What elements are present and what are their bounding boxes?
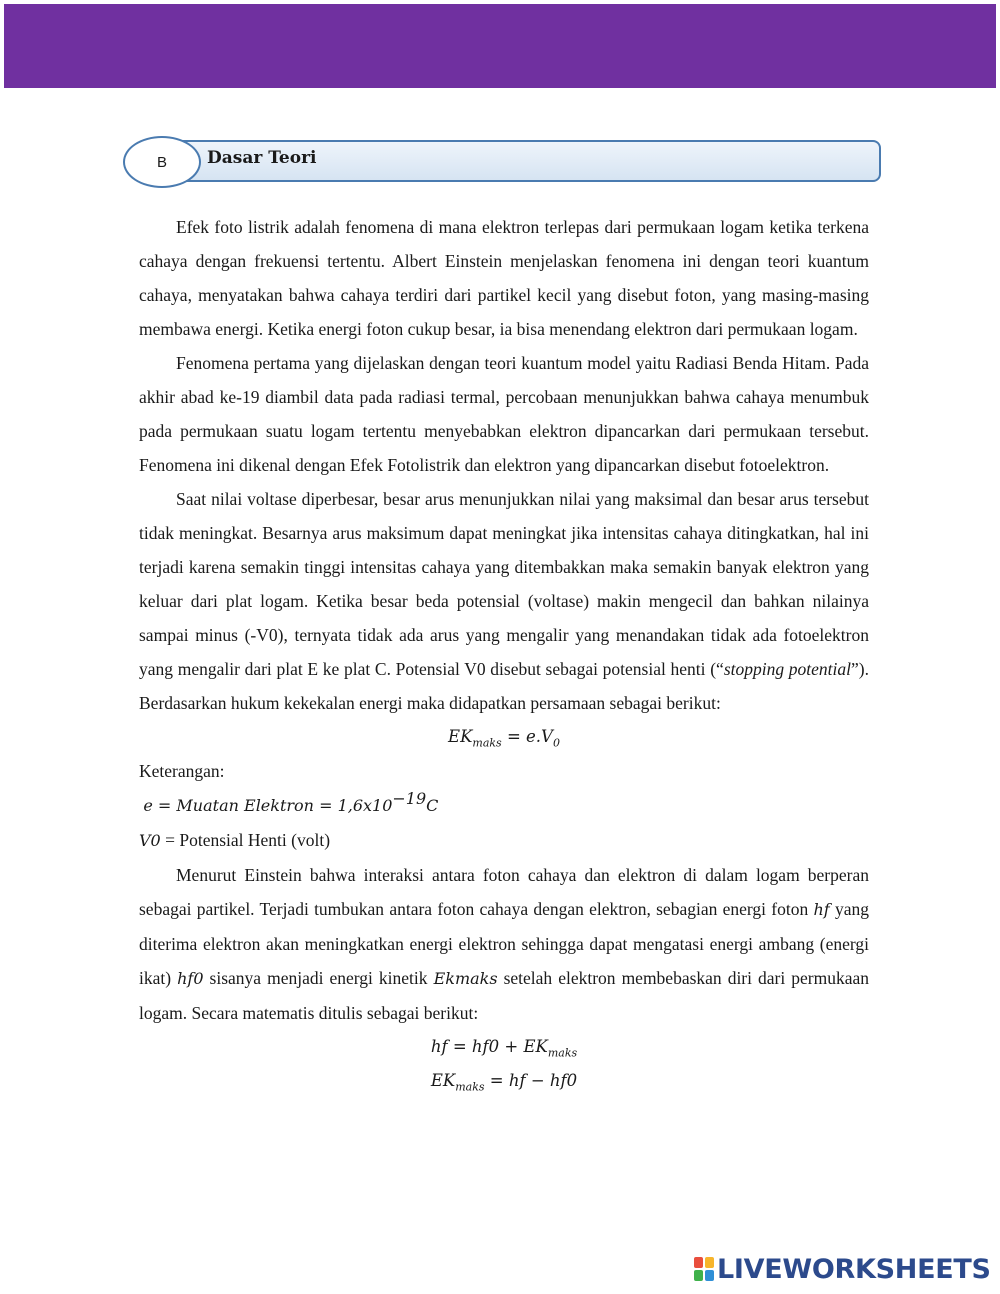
liveworksheets-logo-text: LIVEWORKSHEETS <box>717 1253 991 1285</box>
paragraph-3 <box>139 482 869 720</box>
section-letter-badge: B <box>123 136 201 188</box>
top-banner <box>4 4 996 88</box>
section-title: Dasar Teori <box>207 148 317 168</box>
equation-einstein: hf = $hf0 + EK_{maks}$ <box>430 1037 578 1060</box>
stopping-potential-term: stopping potential <box>723 659 852 679</box>
liveworksheets-logo-icon <box>694 1257 714 1281</box>
keterangan-label: Keterangan: <box>139 761 225 781</box>
paragraph-3-text-end: ”). Berdasarkan hukum kekekalan energi maka didapatkan persamaan sebagai berikut: <box>139 659 869 713</box>
paragraph-3-text: Saat nilai voltase diperbesar, besar arus menunjukkan nilai yang maksimal dan besar arus tersebut tidak meningkat. Besarnya arus maksimum dapat meningkat jika intensitas cahaya ditingkatkan, hal ini terjadi karena semakin tinggi intensitas cahaya yang ditembakkan maka semakin banyak elektron yang keluar dari plat logam. Ketika besar beda potensial (voltase) makin mengecil dan bahkan nilainya sampai minus (-V0), ternyata tidak ada arus yang mengalir yang menandakan tidak ada fotoelektron yang mengalir dari plat E ke plat C. Potensial V0 disebut sebagai potensial henti (“ <box>139 489 869 679</box>
equation-kinetic-energy: $EK_{maks} = e.V_0$ <box>448 727 560 750</box>
document-body <box>139 210 869 1098</box>
paragraph-1: Efek foto listrik adalah fenomena di mana elektron terlepas dari permukaan logam ketika terkena cahaya dengan frekuensi tertentu. Albert Einstein menjelaskan fenomena ini dengan teori kuantum cahaya, menyatakan bahwa cahaya terdiri dari partikel kecil yang disebut foton, yang masing-masing membawa energi. Ketika energi foton cukup besar, ia bisa menendang elektron dari permukaan logam. <box>139 217 869 339</box>
equation-kinetic-derived: $EK_{maks}$ = hf − hf0 <box>430 1071 578 1094</box>
liveworksheets-logo <box>694 1254 991 1284</box>
paragraph-2: Fenomena pertama yang dijelaskan dengan teori kuantum model yaitu Radiasi Benda Hitam. Pada akhir abad ke-19 diambil data pada radiasi termal, percobaan menunjukkan bahwa cahaya menumbuk pada permukaan suatu logam tertentu menyebabkan elektron dipancarkan dari permukaan tersebut. Fenomena ini dikenal dengan Efek Fotolistrik dan elektron yang dipancarkan disebut fotoelektron. <box>139 353 869 475</box>
keterangan-line-potential: V0 = Potensial Henti (volt) <box>139 830 331 850</box>
paragraph-4: Menurut Einstein bahwa interaksi antara foton cahaya dan elektron di dalam logam berperan sebagai partikel. Terjadi tumbukan antara foton cahaya dengan elektron, sebagian energi foton hf yang diterima elektron akan meningkatkan energi elektron sehingga dapat mengatasi energi ambang (energi ikat) hf0 sisanya menjadi energi kinetik Ekmaks setelah elektron membebaskan diri dari permukaan logam. Secara matematis ditulis sebagai berikut: <box>139 865 870 1023</box>
keterangan-line-charge: e = Muatan Elektron = $1,6x10^{-19}C$ <box>143 789 439 815</box>
